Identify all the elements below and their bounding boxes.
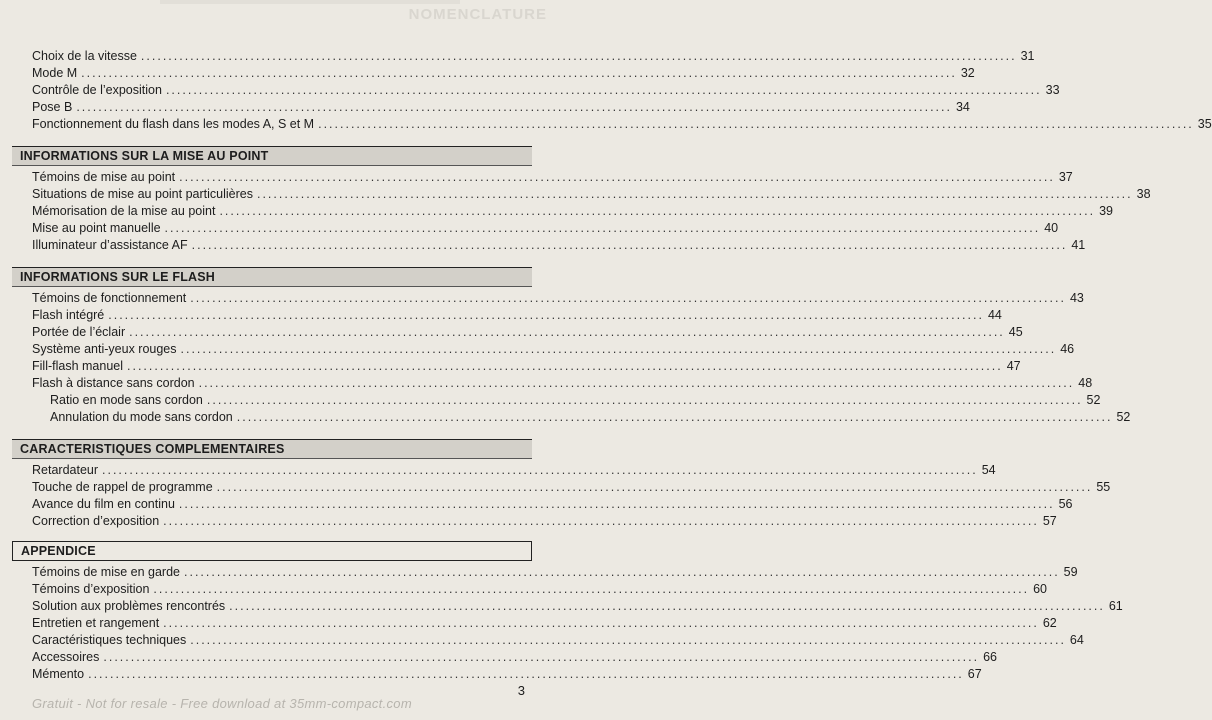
toc-entry-title: Pose B — [32, 100, 73, 114]
toc-entry-page: 31 — [1020, 49, 1035, 63]
dot-leader: ................................................................................................................................................................ — [163, 616, 1039, 630]
toc-entry — [12, 462, 996, 479]
dot-leader: ................................................................................................................................................................ — [184, 565, 1060, 579]
dot-leader: ................................................................................................................................................................ — [180, 342, 1057, 356]
dot-leader: ................................................................................................................................................................ — [108, 308, 984, 322]
toc-entry-title: Situations de mise au point particulières — [32, 187, 253, 201]
dot-leader: ................................................................................................................................................................ — [219, 204, 1096, 218]
toc-entry-page: 34 — [955, 100, 970, 114]
page-number: 3 — [517, 683, 525, 698]
toc-entry-title: Accessoires — [32, 650, 100, 664]
dot-leader: ................................................................................................................................................................ — [216, 480, 1093, 494]
dot-leader: ................................................................................................................................................................ — [191, 238, 1068, 252]
toc-entry-page: 59 — [1063, 565, 1078, 579]
section-heading: APPENDICE — [12, 541, 532, 561]
toc-entry-page: 52 — [1116, 410, 1131, 424]
toc-entry — [12, 203, 1114, 220]
toc-entry — [12, 341, 1075, 358]
toc-entry — [12, 564, 1078, 581]
bleed-through-heading: NOMENCLATURE — [408, 6, 547, 23]
toc-entry — [12, 375, 1093, 392]
toc-entry-page: 35 — [1197, 117, 1212, 131]
toc-entry-page: 44 — [987, 308, 1002, 322]
toc-entry-page: 37 — [1058, 170, 1073, 184]
toc-entry-page: 61 — [1108, 599, 1123, 613]
toc-entry — [12, 615, 1057, 632]
dot-leader: ................................................................................................................................................................ — [190, 633, 1066, 647]
dot-leader: ................................................................................................................................................................ — [163, 514, 1039, 528]
toc-entry-title: Touche de rappel de programme — [32, 480, 213, 494]
toc-entry-title: Portée de l’éclair — [32, 325, 126, 339]
toc-entry — [12, 392, 1101, 409]
toc-entry — [12, 307, 1002, 324]
dot-leader: ................................................................................................................................................................ — [102, 463, 978, 477]
dot-leader: ................................................................................................................................................................ — [206, 393, 1083, 407]
toc-entry-page: 64 — [1069, 633, 1084, 647]
dot-leader: ................................................................................................................................................................ — [153, 582, 1030, 596]
toc-entry-page: 62 — [1042, 616, 1057, 630]
toc-entry-page: 47 — [1006, 359, 1021, 373]
toc-entry-title: Système anti-yeux rouges — [32, 342, 177, 356]
toc-entry-page: 60 — [1033, 582, 1047, 596]
dot-leader: ................................................................................................................................................................ — [229, 599, 1105, 613]
dot-leader: ................................................................................................................................................................ — [236, 410, 1113, 424]
dot-leader: ................................................................................................................................................................ — [179, 170, 1055, 184]
toc-entry-page: 33 — [1045, 83, 1060, 97]
toc-entry-title: Témoins d’exposition — [32, 582, 150, 596]
toc-entry-page: 55 — [1096, 480, 1111, 494]
dot-leader: ................................................................................................................................................................ — [88, 667, 964, 681]
toc-entry-title: Mise au point manuelle — [32, 221, 161, 235]
toc-entry — [12, 65, 975, 82]
section-heading: CARACTERISTIQUES COMPLEMENTAIRES — [12, 439, 532, 459]
toc-entry — [12, 496, 1073, 513]
bleed-through-bar — [160, 0, 460, 4]
toc-entry — [12, 290, 1084, 307]
toc-entry-page: 41 — [1071, 238, 1086, 252]
toc-entry-title: Caractéristiques techniques — [32, 633, 187, 647]
toc-entry-title: Flash à distance sans cordon — [32, 376, 195, 390]
toc-entry — [12, 513, 1057, 530]
toc-entry-page: 46 — [1060, 342, 1075, 356]
section-heading: INFORMATIONS SUR LA MISE AU POINT — [12, 146, 532, 166]
dot-leader: ................................................................................................................................................................ — [178, 497, 1055, 511]
toc-entry — [12, 598, 1123, 615]
toc-entry — [12, 220, 1059, 237]
dot-leader: ................................................................................................................................................................ — [190, 291, 1066, 305]
toc-entry-title: Annulation du mode sans cordon — [50, 410, 233, 424]
toc-entry — [12, 649, 997, 666]
toc-entry — [12, 82, 1060, 99]
dot-leader: ................................................................................................................................................................ — [81, 66, 957, 80]
dot-leader: ................................................................................................................................................................ — [165, 83, 1042, 97]
toc-entry-page: 52 — [1086, 393, 1101, 407]
toc-entry-page: 45 — [1008, 325, 1023, 339]
dot-leader: ................................................................................................................................................................ — [129, 325, 1005, 339]
toc-entry-title: Contrôle de l’exposition — [32, 83, 162, 97]
toc-entry — [12, 99, 970, 116]
toc-entry — [12, 479, 1111, 496]
toc-entry-title: Avance du film en continu — [32, 497, 175, 511]
toc-entry — [12, 409, 1131, 426]
toc-entry-page: 39 — [1099, 204, 1114, 218]
toc-entry-title: Mémento — [32, 667, 85, 681]
toc-entry — [12, 581, 1047, 598]
toc-entry-title: Fonctionnement du flash dans les modes A, S et M — [32, 117, 315, 131]
toc-entry-page: 54 — [981, 463, 996, 477]
toc-entry — [12, 169, 1073, 186]
toc-entry — [12, 237, 1086, 254]
toc-entry-title: Illuminateur d’assistance AF — [32, 238, 188, 252]
toc-entry-title: Correction d’exposition — [32, 514, 160, 528]
table-of-contents — [12, 48, 1212, 683]
dot-leader: ................................................................................................................................................................ — [140, 49, 1017, 63]
toc-entry-page: 67 — [967, 667, 982, 681]
toc-entry-title: Témoins de fonctionnement — [32, 291, 187, 305]
dot-leader: ................................................................................................................................................................ — [318, 117, 1194, 131]
toc-entry-title: Mode M — [32, 66, 78, 80]
toc-entry-title: Entretien et rangement — [32, 616, 160, 630]
toc-entry-title: Retardateur — [32, 463, 99, 477]
toc-entry — [12, 48, 1035, 65]
toc-entry-page: 40 — [1044, 221, 1059, 235]
dot-leader: ................................................................................................................................................................ — [127, 359, 1003, 373]
toc-entry-page: 43 — [1069, 291, 1084, 305]
toc-entry-page: 57 — [1042, 514, 1057, 528]
section-heading: INFORMATIONS SUR LE FLASH — [12, 267, 532, 287]
toc-entry-title: Choix de la vitesse — [32, 49, 137, 63]
toc-entry — [12, 632, 1084, 649]
toc-entry-title: Témoins de mise en garde — [32, 565, 180, 579]
toc-entry-title: Ratio en mode sans cordon — [50, 393, 203, 407]
toc-entry — [12, 116, 1212, 133]
toc-entry — [12, 186, 1151, 203]
dot-leader: ................................................................................................................................................................ — [164, 221, 1041, 235]
dot-leader: ................................................................................................................................................................ — [198, 376, 1075, 390]
toc-entry-title: Fill-flash manuel — [32, 359, 124, 373]
toc-entry-page: 32 — [960, 66, 975, 80]
footer-watermark: Gratuit - Not for resale - Free download at 35mm-compact.com — [32, 696, 412, 711]
toc-entry-page: 56 — [1058, 497, 1073, 511]
toc-entry-title: Mémorisation de la mise au point — [32, 204, 216, 218]
toc-entry-page: 48 — [1078, 376, 1093, 390]
toc-entry-page: 38 — [1136, 187, 1151, 201]
toc-entry-page: 66 — [983, 650, 997, 664]
dot-leader: ................................................................................................................................................................ — [103, 650, 980, 664]
toc-entry — [12, 666, 982, 683]
dot-leader: ................................................................................................................................................................ — [256, 187, 1133, 201]
toc-entry-title: Flash intégré — [32, 308, 105, 322]
toc-entry-title: Témoins de mise au point — [32, 170, 176, 184]
toc-entry — [12, 324, 1023, 341]
toc-entry — [12, 358, 1021, 375]
dot-leader: ................................................................................................................................................................ — [76, 100, 952, 114]
toc-entry-title: Solution aux problèmes rencontrés — [32, 599, 226, 613]
